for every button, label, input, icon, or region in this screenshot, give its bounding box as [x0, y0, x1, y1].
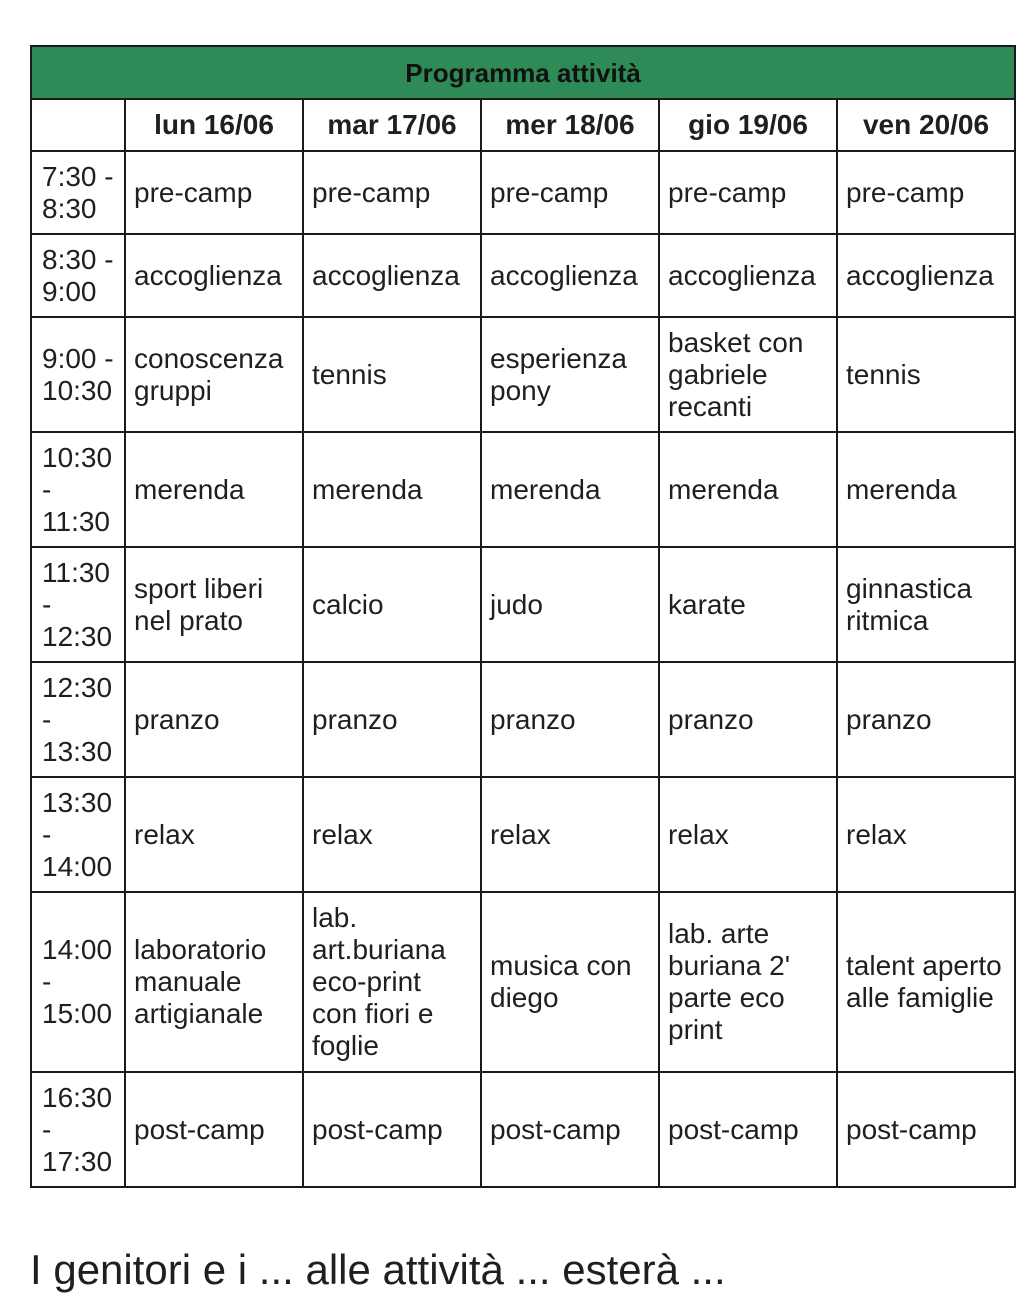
activity-cell: pre-camp: [303, 151, 481, 234]
activity-cell: musica con diego: [481, 892, 659, 1072]
activity-cell: accoglienza: [125, 234, 303, 317]
time-cell: 16:30 - 17:30: [31, 1072, 125, 1187]
time-cell: 12:30 - 13:30: [31, 662, 125, 777]
table-title: Programma attività: [31, 46, 1015, 99]
activity-cell: pranzo: [659, 662, 837, 777]
activity-cell: accoglienza: [481, 234, 659, 317]
activity-cell: lab. arte buriana 2' parte eco print: [659, 892, 837, 1072]
day-header: mar 17/06: [303, 99, 481, 151]
activity-cell: relax: [481, 777, 659, 892]
time-cell: 14:00 - 15:00: [31, 892, 125, 1072]
activity-cell: post-camp: [303, 1072, 481, 1187]
activity-cell: pranzo: [481, 662, 659, 777]
activity-cell: relax: [837, 777, 1015, 892]
activity-cell: laboratorio manuale artigianale: [125, 892, 303, 1072]
day-header: gio 19/06: [659, 99, 837, 151]
time-cell: 13:30 - 14:00: [31, 777, 125, 892]
table-row: [31, 151, 1015, 234]
activity-cell: lab. art.buriana eco-print con fiori e foglie: [303, 892, 481, 1072]
activity-cell: merenda: [659, 432, 837, 547]
table-row: [31, 432, 1015, 547]
activity-cell: pranzo: [303, 662, 481, 777]
day-header: ven 20/06: [837, 99, 1015, 151]
activity-cell: merenda: [481, 432, 659, 547]
activity-cell: merenda: [303, 432, 481, 547]
activity-cell: post-camp: [125, 1072, 303, 1187]
activity-cell: pre-camp: [659, 151, 837, 234]
time-cell: 9:00 - 10:30: [31, 317, 125, 432]
table-row: [31, 662, 1015, 777]
time-cell: 7:30 - 8:30: [31, 151, 125, 234]
activity-cell: ginnastica ritmica: [837, 547, 1015, 662]
activity-cell: esperienza pony: [481, 317, 659, 432]
time-cell: 11:30 - 12:30: [31, 547, 125, 662]
table-row: [31, 234, 1015, 317]
activity-cell: pre-camp: [125, 151, 303, 234]
activity-cell: basket con gabriele recanti: [659, 317, 837, 432]
activity-cell: post-camp: [481, 1072, 659, 1187]
table-row: [31, 892, 1015, 1072]
activity-cell: calcio: [303, 547, 481, 662]
activity-cell: sport liberi nel prato: [125, 547, 303, 662]
activity-cell: post-camp: [659, 1072, 837, 1187]
corner-cell: [31, 99, 125, 151]
time-cell: 10:30 - 11:30: [31, 432, 125, 547]
activity-cell: relax: [125, 777, 303, 892]
activity-cell: tennis: [837, 317, 1015, 432]
time-cell: 8:30 - 9:00: [31, 234, 125, 317]
activity-cell: relax: [659, 777, 837, 892]
table-row: [31, 317, 1015, 432]
table-row: [31, 1072, 1015, 1187]
day-header: lun 16/06: [125, 99, 303, 151]
activity-cell: post-camp: [837, 1072, 1015, 1187]
activity-cell: pranzo: [125, 662, 303, 777]
table-row: [31, 547, 1015, 662]
activity-cell: accoglienza: [659, 234, 837, 317]
schedule-table: [30, 45, 1016, 1188]
table-row: [31, 777, 1015, 892]
activity-cell: conoscenza gruppi: [125, 317, 303, 432]
activity-cell: pranzo: [837, 662, 1015, 777]
day-header: mer 18/06: [481, 99, 659, 151]
activity-cell: accoglienza: [303, 234, 481, 317]
activity-cell: merenda: [125, 432, 303, 547]
activity-cell: pre-camp: [837, 151, 1015, 234]
activity-cell: karate: [659, 547, 837, 662]
footer-paragraph-partial: I genitori e i ... alle attività ... esterà ...: [30, 1246, 726, 1293]
activity-cell: talent aperto alle famiglie: [837, 892, 1015, 1072]
activity-cell: relax: [303, 777, 481, 892]
activity-cell: pre-camp: [481, 151, 659, 234]
activity-cell: tennis: [303, 317, 481, 432]
activity-cell: judo: [481, 547, 659, 662]
activity-cell: accoglienza: [837, 234, 1015, 317]
activity-cell: merenda: [837, 432, 1015, 547]
